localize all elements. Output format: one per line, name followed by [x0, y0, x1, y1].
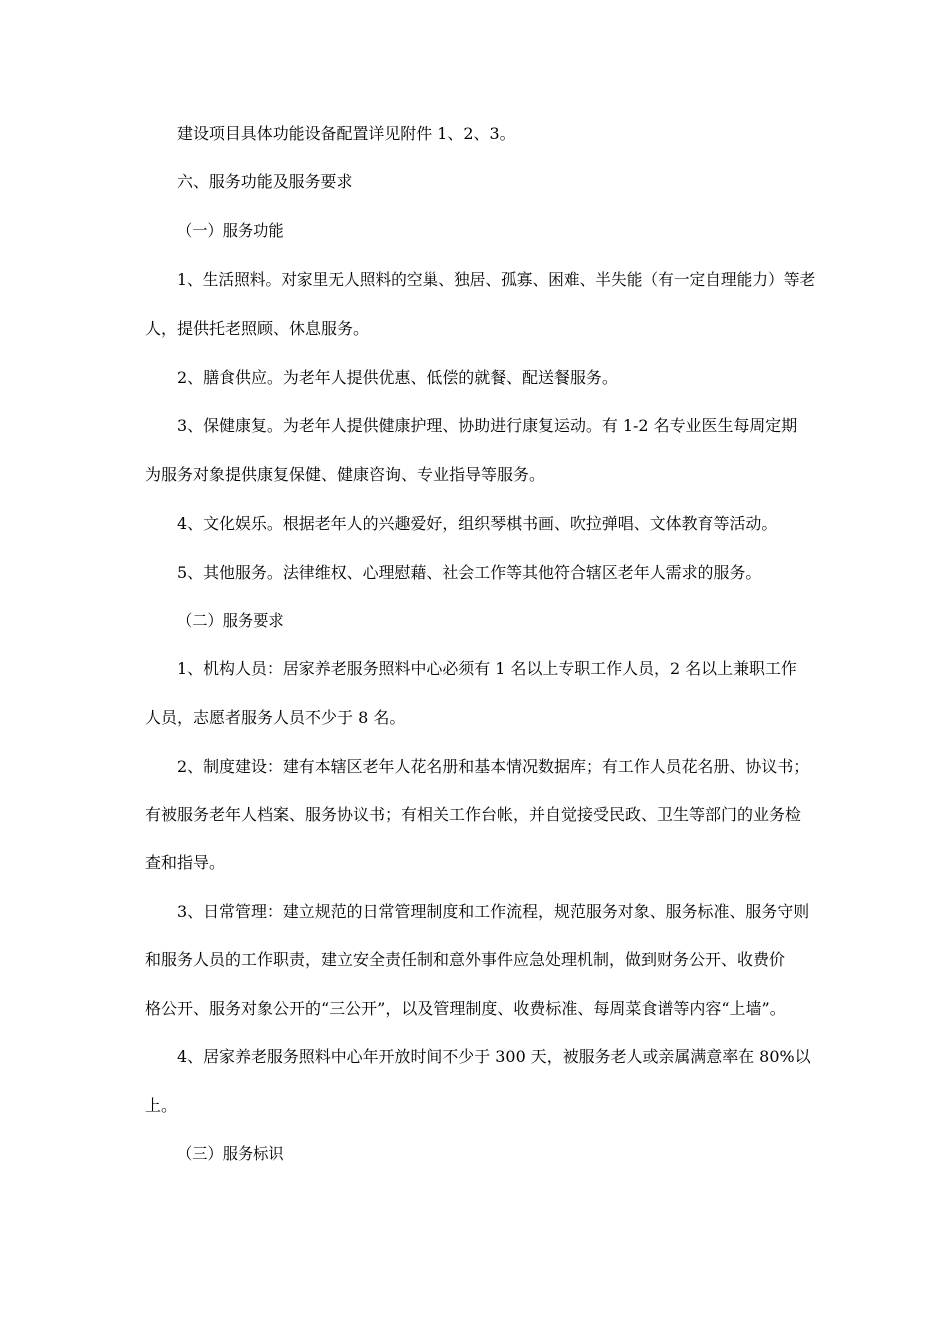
subsection-heading: （一）服务功能	[177, 221, 284, 240]
paragraph-line: 和服务人员的工作职责，建立安全责任制和意外事件应急处理机制，做到财务公开、收费价	[145, 950, 786, 969]
paragraph-line: 1、机构人员：居家养老服务照料中心必须有 1 名以上专职工作人员，2 名以上兼职工作	[177, 659, 797, 678]
paragraph-line: 2、膳食供应。为老年人提供优惠、低偿的就餐、配送餐服务。	[177, 368, 618, 387]
paragraph-line: 4、居家养老服务照料中心年开放时间不少于 300 天，被服务老人或亲属满意率在 80%以	[177, 1047, 811, 1066]
section-heading: 六、服务功能及服务要求	[177, 172, 353, 191]
paragraph-line: 人，提供托老照顾、休息服务。	[145, 319, 370, 338]
paragraph-line: 3、日常管理：建立规范的日常管理制度和工作流程，规范服务对象、服务标准、服务守则	[177, 902, 810, 921]
paragraph-line: 格公开、服务对象公开的“三公开”，以及管理制度、收费标准、每周菜食谱等内容“上墙”。	[145, 999, 786, 1018]
paragraph-line: 1、生活照料。对家里无人照料的空巢、独居、孤寡、困难、半失能（有一定自理能力）等老	[177, 270, 816, 289]
paragraph-line: 3、保健康复。为老年人提供健康护理、协助进行康复运动。有 1-2 名专业医生每周定期	[177, 416, 798, 435]
paragraph-line: 5、其他服务。法律维权、心理慰藉、社会工作等其他符合辖区老年人需求的服务。	[177, 563, 762, 582]
paragraph-line: 2、制度建设：建有本辖区老年人花名册和基本情况数据库；有工作人员花名册、协议书；	[177, 757, 810, 776]
paragraph-line: 查和指导。	[145, 853, 226, 872]
subsection-heading: （二）服务要求	[177, 611, 284, 630]
paragraph-line: 上。	[145, 1096, 178, 1115]
paragraph-line: 为服务对象提供康复保健、健康咨询、专业指导等服务。	[145, 465, 546, 484]
paragraph-line: 建设项目具体功能设备配置详见附件 1、2、3。	[177, 124, 516, 143]
paragraph-line: 4、文化娱乐。根据老年人的兴趣爱好，组织琴棋书画、吹拉弹唱、文体教育等活动。	[177, 514, 778, 533]
subsection-heading: （三）服务标识	[177, 1144, 284, 1163]
paragraph-line: 有被服务老年人档案、服务协议书；有相关工作台帐，并自觉接受民政、卫生等部门的业务检	[145, 805, 802, 824]
paragraph-line: 人员，志愿者服务人员不少于 8 名。	[145, 708, 406, 727]
